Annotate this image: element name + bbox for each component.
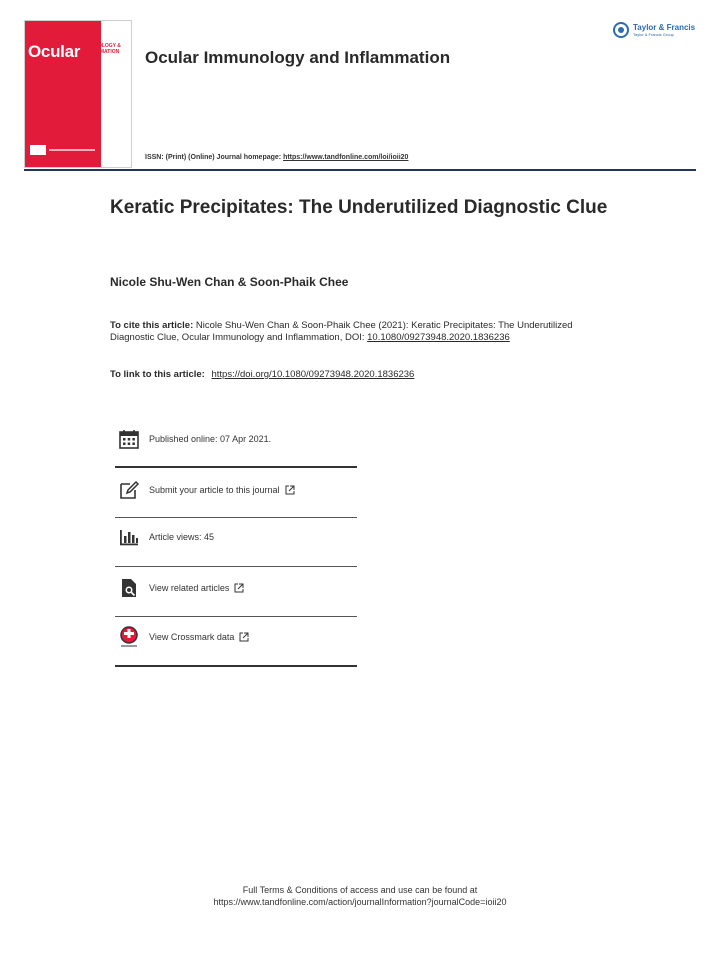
issn-label: ISSN: (Print) (Online) Journal homepage:	[145, 154, 282, 161]
link-label: To link to this article:	[110, 369, 205, 380]
cite-label: To cite this article:	[110, 320, 194, 331]
cover-strip	[49, 149, 95, 151]
footer-terms	[0, 884, 720, 908]
article-authors: Nicole Shu-Wen Chan & Soon-Phaik Chee	[110, 275, 349, 289]
info-divider	[115, 566, 357, 567]
crossmark-link[interactable]	[115, 622, 357, 652]
article-title: Keratic Precipitates: The Underutilized Diagnostic Clue	[110, 197, 608, 218]
tf-logo-icon	[613, 22, 629, 38]
edit-icon	[117, 478, 141, 502]
related-label: View related articles	[149, 583, 230, 593]
calendar-icon	[117, 427, 141, 451]
external-link-icon	[239, 632, 249, 642]
crossmark-icon	[117, 625, 141, 649]
external-link-icon	[285, 485, 295, 495]
journal-homepage-link[interactable]: https://www.tandfonline.com/loi/ioii20	[283, 154, 409, 161]
taylor-francis-logo	[613, 22, 695, 38]
info-divider	[115, 665, 357, 667]
article-doi-link[interactable]: https://doi.org/10.1080/09273948.2020.1836236	[211, 369, 415, 380]
cover-title-word: Ocular	[28, 42, 81, 61]
journal-cover-thumbnail	[24, 20, 132, 168]
submit-article-link[interactable]	[115, 475, 357, 505]
header-rule	[24, 169, 696, 171]
publisher-name: Taylor & Francis	[633, 23, 696, 32]
issn-line	[145, 154, 408, 161]
external-link-icon	[234, 583, 244, 593]
article-views-row	[115, 522, 357, 552]
journal-title: Ocular Immunology and Inflammation	[145, 48, 451, 67]
link-block	[110, 369, 414, 380]
citation-block	[110, 320, 590, 344]
cover-subtitle: IMMUNOLOGY & INFLAMMATION	[81, 43, 121, 55]
article-views: Article views: 45	[149, 532, 215, 542]
crossmark-label: View Crossmark data	[149, 632, 235, 642]
info-divider	[115, 466, 357, 468]
published-date: Published online: 07 Apr 2021.	[149, 434, 272, 444]
cite-text: Nicole Shu-Wen Chan & Soon-Phaik Chee (2021): Keratic Precipitates: The Underutilized Diagnostic Clue, Ocular Immunology and Inflammation, DOI:	[110, 320, 573, 343]
footer-line-1: Full Terms & Conditions of access and use can be found at	[242, 885, 478, 895]
cite-doi-link[interactable]: 10.1080/09273948.2020.1836236	[367, 332, 510, 343]
published-row	[115, 424, 357, 454]
footer-journal-info-link[interactable]: https://www.tandfonline.com/action/journalInformation?journalCode=ioii20	[213, 897, 507, 907]
publisher-group: Taylor & Francis Group	[633, 32, 674, 37]
cover-badge	[30, 145, 46, 155]
related-articles-link[interactable]	[115, 573, 357, 603]
info-divider	[115, 517, 357, 518]
document-search-icon	[117, 576, 141, 600]
bar-chart-icon	[117, 525, 141, 549]
info-divider	[115, 616, 357, 617]
submit-label: Submit your article to this journal	[149, 485, 280, 495]
